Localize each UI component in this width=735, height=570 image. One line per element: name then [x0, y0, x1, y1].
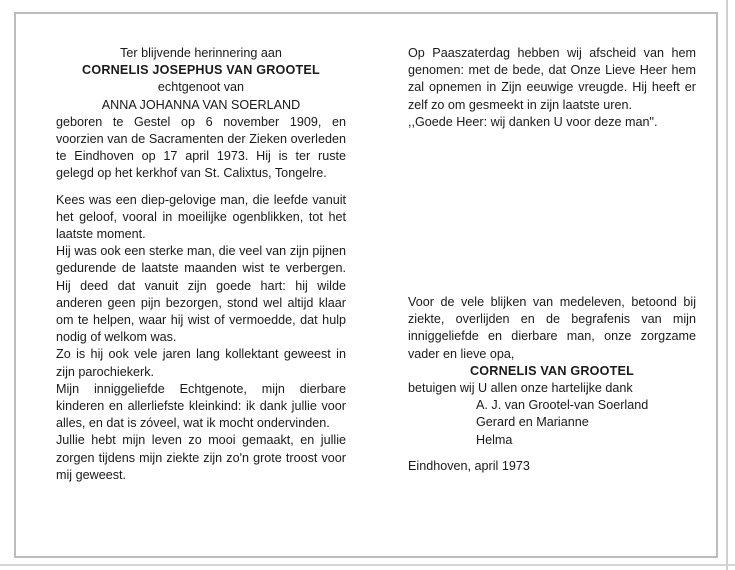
family-paragraph: Mijn inniggeliefde Echtgenote, mijn dierbare kinderen en allerliefste kleinkind: ik dank jullie voor alles, en dat is zóveel, wat ik mocht ondervinden.	[56, 381, 346, 431]
prayer-quote: ,,Goede Heer: wij danken U voor deze man".	[408, 114, 658, 129]
farewell-paragraph: Op Paaszaterdag hebben wij afscheid van hem genomen: met de bede, dat Onze Lieve Heer hem zal opnemen in Zijn eeuwige vreugde. Hij heeft er zelf zo om gesmeekt in zijn laatste uren.	[408, 46, 696, 112]
thanks-name: CORNELIS VAN GROOTEL	[470, 363, 634, 378]
thanks-section	[408, 294, 696, 475]
birth-death-paragraph: geboren te Gestel op 6 november 1909, en voorzien van de Sacramenten der Zieken overleden te Eindhoven op 17 april 1973. Hij is ter ruste gelegd op het kerkhof van St. Calixtus, Tongelre.	[56, 114, 346, 181]
signatory-3: Helma	[476, 432, 513, 447]
closing-paragraph: Jullie hebt mijn leven zo mooi gemaakt, en jullie zorgen tijdens mijn ziekte zijn zo'n grote troost voor mij geweest.	[56, 433, 346, 482]
left-page	[56, 45, 346, 484]
scan-edge-right	[726, 0, 728, 570]
faith-paragraph: Kees was een diep-gelovige man, die leefde vanuit het geloof, vooral in moeilijke ogenblikken, tot het laatste moment.	[56, 192, 346, 242]
right-page	[408, 45, 696, 131]
scan-edge-bottom	[0, 564, 735, 566]
intro-line: Ter blijvende herinnering aan	[120, 46, 282, 60]
strength-paragraph: Hij was ook een sterke man, die veel van zijn pijnen gedurende de laatste maanden wist te verbergen. Hij deed dat vanuit zijn goede hart: hij wilde anderen geen pijn bezorgen, stond wel altijd klaar om te helpen, waar hij wist of vermoedde, dat hulp nodig of welkom was.	[56, 244, 346, 345]
deceased-name: CORNELIS JOSEPHUS VAN GROOTEL	[82, 63, 320, 78]
thanks-paragraph: Voor de vele blijken van medeleven, betoond bij ziekte, overlijden en de begrafenis van mijn inniggeliefde en dierbare man, onze zorgzame vader en lieve opa,	[408, 295, 696, 361]
place-date: Eindhoven, april 1973	[408, 458, 530, 473]
signatory-1: A. J. van Grootel-van Soerland	[476, 398, 649, 413]
signatory-2: Gerard en Marianne	[476, 415, 589, 430]
parish-paragraph: Zo is hij ook vele jaren lang kollektant geweest in zijn parochiekerk.	[56, 347, 346, 379]
spouse-name: ANNA JOHANNA VAN SOERLAND	[101, 97, 301, 112]
spouse-label: echtgenoot van	[157, 80, 245, 95]
thanks-line: betuigen wij U allen onze hartelijke dank	[408, 381, 633, 396]
